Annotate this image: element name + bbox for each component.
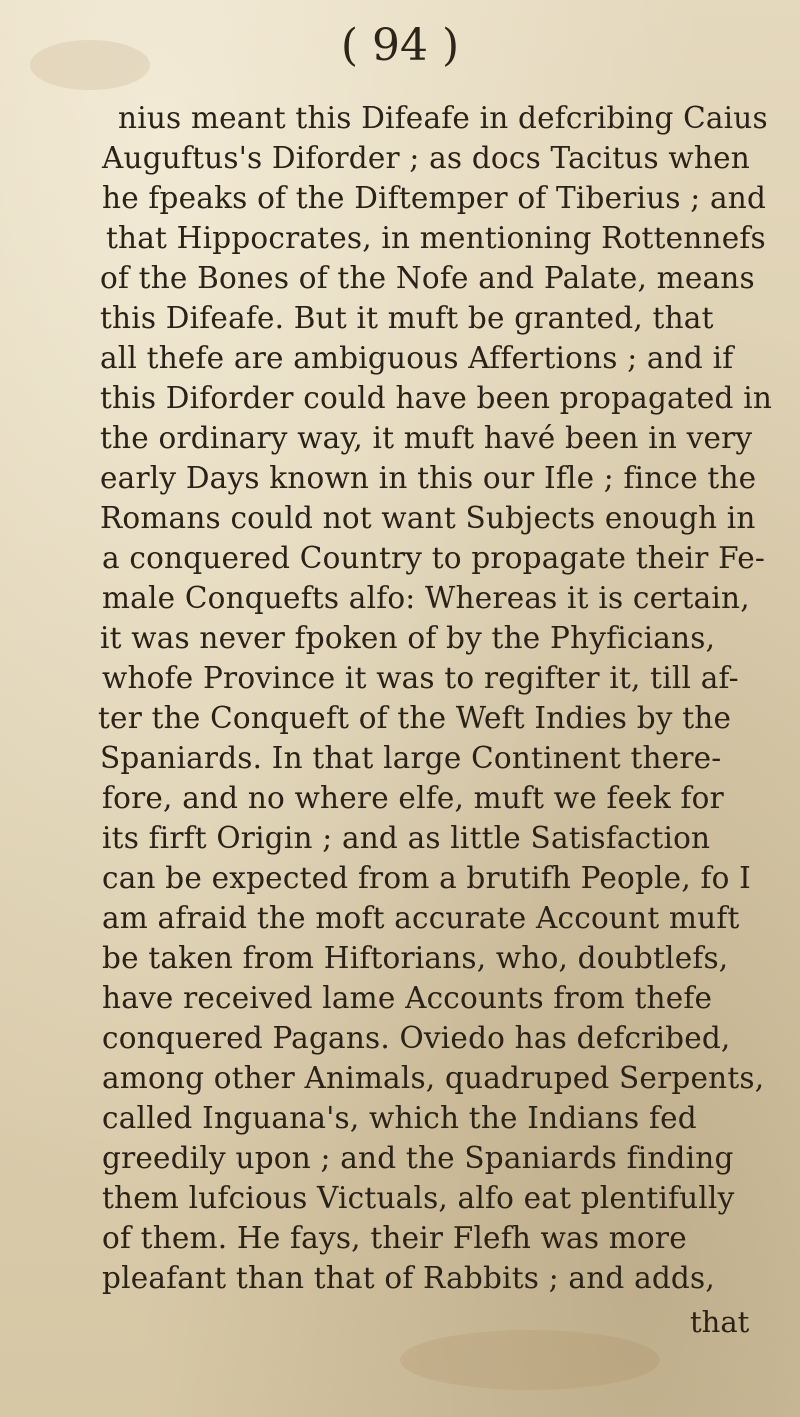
text-line: all thefe are ambiguous Affertions ; and if — [100, 341, 734, 375]
text-line: nius meant this Difeafe in defcribing Caius — [118, 101, 768, 135]
body-text — [98, 98, 788, 1298]
text-line: Spaniards. In that large Continent there- — [100, 741, 722, 775]
text-line: called Inguana's, which the Indians fed — [102, 1101, 697, 1135]
text-line: fore, and no where elfe, muft we feek for — [102, 781, 724, 815]
text-line: this Difeafe. But it muft be granted, that — [100, 301, 714, 335]
text-line: this Diforder could have been propagated in — [100, 381, 773, 415]
text-line: of them. He fays, their Flefh was more — [102, 1221, 687, 1255]
text-line: whofe Province it was to regifter it, till af- — [102, 661, 739, 695]
text-line: its firft Origin ; and as little Satisfaction — [102, 821, 711, 855]
text-line: that Hippocrates, in mentioning Rottennefs — [106, 221, 766, 255]
paper-stain — [400, 1330, 660, 1390]
page-number: ( 94 ) — [340, 20, 460, 71]
text-line: am afraid the moft accurate Account muft — [102, 901, 740, 935]
text-line: he fpeaks of the Diftemper of Tiberius ; and — [102, 181, 767, 215]
text-line: early Days known in this our Ifle ; fince the — [100, 461, 757, 495]
text-line: pleafant than that of Rabbits ; and adds, — [102, 1261, 715, 1295]
text-line: ter the Conqueft of the Weft Indies by the — [98, 701, 732, 735]
text-line: a conquered Country to propagate their Fe- — [102, 541, 766, 575]
text-line: Romans could not want Subjects enough in — [100, 501, 756, 535]
text-line: them lufcious Victuals, alfo eat plentifully — [102, 1181, 735, 1215]
text-line: the ordinary way, it muft havé been in very — [100, 421, 753, 455]
text-line: among other Animals, quadruped Serpents, — [102, 1061, 765, 1095]
text-line: greedily upon ; and the Spaniards finding — [102, 1141, 734, 1175]
catchword: that — [690, 1305, 750, 1339]
text-line: it was never fpoken of by the Phyficians, — [100, 621, 716, 655]
text-line: of the Bones of the Nofe and Palate, means — [100, 261, 755, 295]
text-line: can be expected from a brutifh People, fo I — [102, 861, 751, 895]
text-line: conquered Pagans. Oviedo has defcribed, — [102, 1021, 731, 1055]
text-line: Auguftus's Diforder ; as docs Tacitus when — [102, 141, 750, 175]
text-line: male Conquefts alfo: Whereas it is certain, — [102, 581, 750, 615]
text-line: be taken from Hiftorians, who, doubtlefs, — [102, 941, 729, 975]
text-line: have received lame Accounts from thefe — [102, 981, 713, 1015]
